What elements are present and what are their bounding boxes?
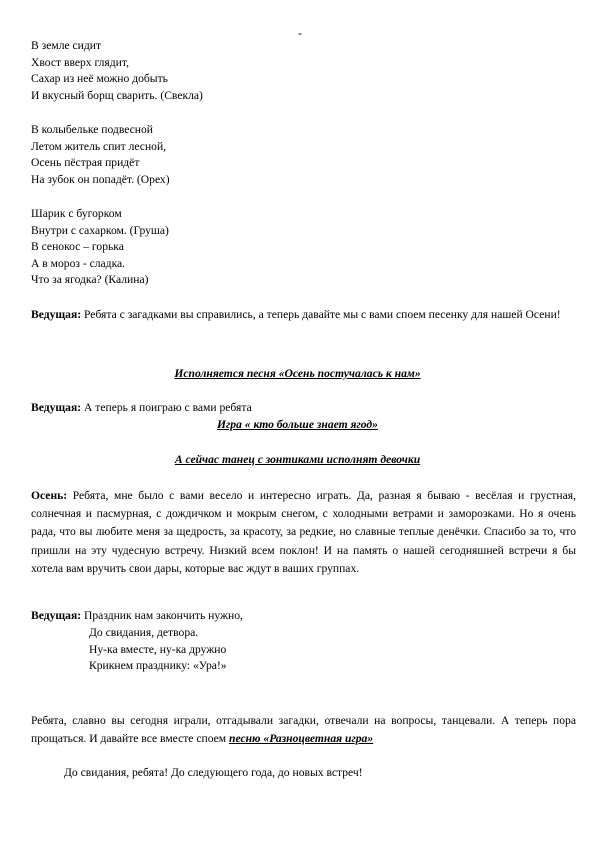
autumn-paragraph <box>31 487 576 578</box>
host-poem <box>89 625 227 675</box>
riddle-line: Осень пёстрая придёт <box>31 156 140 170</box>
farewell-line: До свидания, ребята! До следующего года, до новых встреч! <box>64 766 363 779</box>
dance-heading: А сейчас танец с зонтиками исполнят девочки <box>174 453 421 466</box>
speaker-label: Ведущая: <box>31 401 82 414</box>
closing-song-title: песню «Разноцветная игра» <box>229 732 374 745</box>
speaker-label: Осень: <box>31 489 68 502</box>
riddle-line: Шарик с бугорком <box>31 207 122 220</box>
riddle-3 <box>31 206 169 289</box>
riddle-line: В колыбельке подвесной <box>31 123 154 136</box>
host-paragraph-2 <box>31 400 252 417</box>
poem-line: Ну-ка вместе, ну-ка дружно <box>89 642 227 656</box>
closing-paragraph <box>31 712 576 748</box>
riddle-line: А в мороз - сладка. <box>31 256 126 270</box>
speech-text: Ребята с загадками вы справились, а теперь давайте мы с вами споем песенку для нашей Осени! <box>81 308 561 321</box>
riddle-line: Хвост вверх глядит, <box>31 55 129 69</box>
riddle-line: Внутри с сахарком. (Груша) <box>31 223 169 237</box>
riddle-line: На зубок он попадёт. (Орех) <box>31 172 170 186</box>
song-heading: Исполняется песня «Осень постучалась к нам» <box>174 367 421 380</box>
riddle-line: Сахар из неё можно добыть <box>31 72 168 86</box>
riddle-line: В земле сидит <box>31 39 102 52</box>
speaker-label: Ведущая: <box>31 609 82 622</box>
speech-text: А теперь я поиграю с вами ребята <box>81 401 252 414</box>
header-mark: - <box>298 27 302 40</box>
riddle-1 <box>31 38 203 104</box>
poem-line: Крикнем празднику: «Ура!» <box>89 659 227 673</box>
riddle-line: Летом житель спит лесной, <box>31 139 167 153</box>
riddle-line: Что за ягодка? (Калина) <box>31 273 149 287</box>
speaker-label: Ведущая: <box>31 308 82 321</box>
riddle-line: И вкусный борщ сварить. (Свекла) <box>31 88 203 102</box>
host-poem-first-line <box>31 608 243 625</box>
speech-text: Ребята, мне было с вами весело и интересно играть. Да, разная я бываю - весёлая и грустная, солнечная и пасмурная, с дождичком и мокрым снегом, с холодными ветрами и заморозками. Но я очень рада, что вы любите меня за щедрость, за красоту, за редкие, но славные теплые денёчки. Спасибо за то, что пришли на эту чудесную встречу. Низкий всем поклон! И на память о нашей сегодняшней встречи я бы хотела вам вручить свои дары, которые вас ждут в ваших группах. <box>31 489 576 575</box>
poem-line: Праздник нам закончить нужно, <box>81 609 243 622</box>
host-paragraph-1 <box>31 307 576 324</box>
riddle-2 <box>31 122 170 188</box>
poem-line: До свидания, детвора. <box>89 626 199 639</box>
game-heading: Игра « кто больше знает ягод» <box>217 418 378 431</box>
riddle-line: В сенокос – горька <box>31 240 124 254</box>
closing-text: Ребята, славно вы сегодня играли, отгадывали загадки, отвечали на вопросы, танцевали. А теперь пора прощаться. И давайте все вместе споем <box>31 714 576 745</box>
